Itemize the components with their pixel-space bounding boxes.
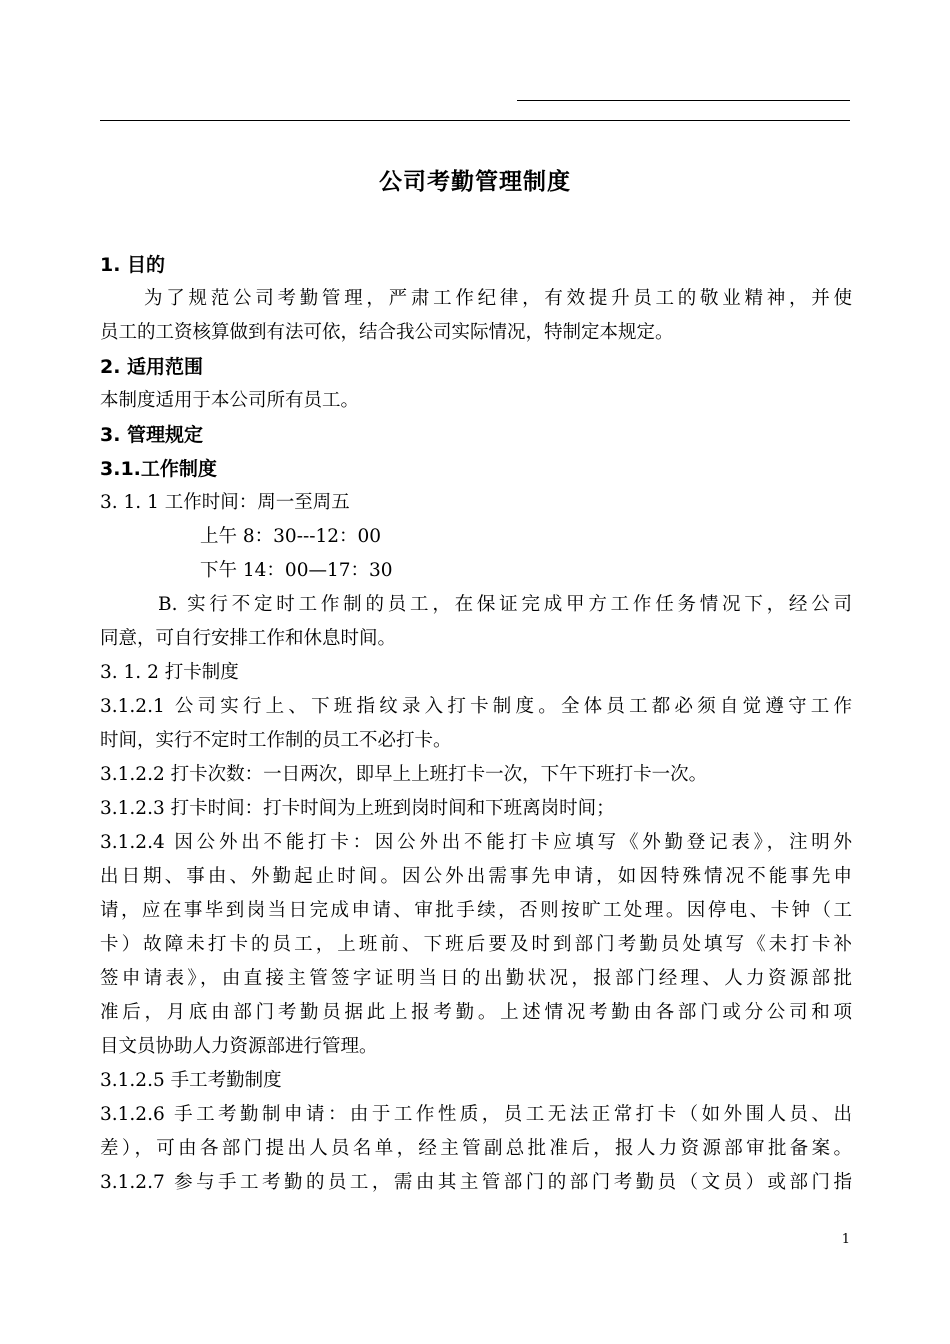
document-body <box>100 248 852 1200</box>
clause-heading: 3. 1. 2 打卡制度 <box>100 662 239 683</box>
paragraph-line: 3.1.2.3 打卡时间：打卡时间为上班到岗时间和下班离岗时间； <box>100 798 615 819</box>
section-heading-rules: 3. 管理规定 <box>100 424 204 446</box>
paragraph-line: 为了规范公司考勤管理，严肃工作纪律，有效提升员工的敬业精神，并使 <box>144 288 852 309</box>
page-number: 1 <box>841 1232 850 1247</box>
header-rule-short <box>517 100 850 101</box>
schedule-morning: 上午 8：30---12：00 <box>200 526 382 547</box>
paragraph-line: 本制度适用于本公司所有员工。 <box>100 390 360 411</box>
paragraph-line: 出日期、事由、外勤起止时间。因公外出需事先申请，如因特殊情况不能事先申 <box>100 866 852 887</box>
paragraph-line: 3.1.2.2 打卡次数：一日两次，即早上上班打卡一次，下午下班打卡一次。 <box>100 764 708 785</box>
paragraph-line: 请，应在事毕到岗当日完成申请、审批手续，否则按旷工处理。因停电、卡钟（工 <box>100 900 852 921</box>
paragraph-line: 3.1.2.1 公司实行上、下班指纹录入打卡制度。全体员工都必须自觉遵守工作 <box>100 696 852 717</box>
paragraph-line: 签申请表》，由直接主管签字证明当日的出勤状况，报部门经理、人力资源部批 <box>100 968 852 989</box>
paragraph-line: 准后，月底由部门考勤员据此上报考勤。上述情况考勤由各部门或分公司和项 <box>100 1002 852 1023</box>
paragraph-line: B. 实行不定时工作制的员工，在保证完成甲方工作任务情况下，经公司 <box>158 594 852 615</box>
section-heading-scope: 2. 适用范围 <box>100 356 204 378</box>
header-rule <box>100 120 850 121</box>
paragraph-line: 时间，实行不定时工作制的员工不必打卡。 <box>100 730 452 751</box>
clause-heading: 3.1.2.5 手工考勤制度 <box>100 1070 282 1091</box>
paragraph-line: 同意，可自行安排工作和休息时间。 <box>100 628 397 649</box>
schedule-afternoon: 下午 14：00—17：30 <box>200 560 393 581</box>
paragraph-line: 差），可由各部门提出人员名单，经主管副总批准后，报人力资源部审批备案。 <box>100 1138 852 1159</box>
paragraph-line: 3.1.2.7 参与手工考勤的员工，需由其主管部门的部门考勤员（文员）或部门指 <box>100 1172 852 1193</box>
paragraph-line: 3.1.2.6 手工考勤制申请：由于工作性质，员工无法正常打卡（如外围人员、出 <box>100 1104 852 1125</box>
paragraph-line: 目文员协助人力资源部进行管理。 <box>100 1036 378 1057</box>
paragraph-line: 3. 1. 1 工作时间：周一至周五 <box>100 492 350 513</box>
paragraph-line: 3.1.2.4 因公外出不能打卡：因公外出不能打卡应填写《外勤登记表》，注明外 <box>100 832 852 853</box>
document-title: 公司考勤管理制度 <box>379 169 571 195</box>
subsection-heading-work-system: 3.1.工作制度 <box>100 458 217 480</box>
paragraph-line: 员工的工资核算做到有法可依，结合我公司实际情况，特制定本规定。 <box>100 322 674 343</box>
paragraph-line: 卡）故障未打卡的员工，上班前、下班后要及时到部门考勤员处填写《未打卡补 <box>100 934 852 955</box>
section-heading-purpose: 1. 目的 <box>100 254 166 276</box>
